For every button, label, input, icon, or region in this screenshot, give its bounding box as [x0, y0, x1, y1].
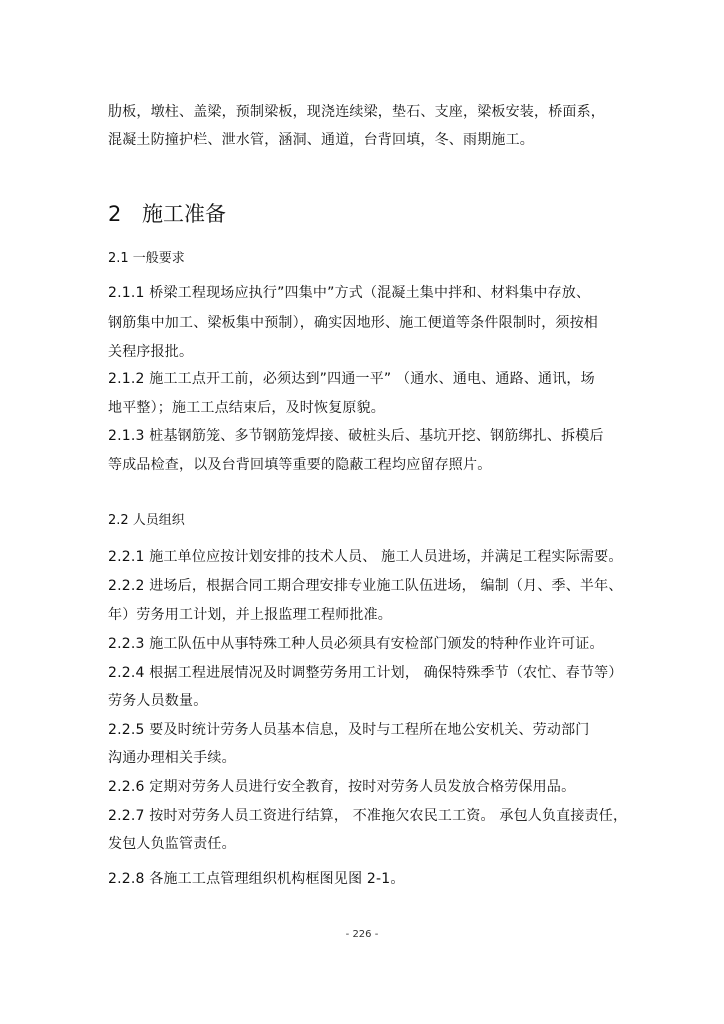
clause-2-2-line: 2.2.4 根据工程进展情况及时调整劳务用工计划， 确保特殊季节（农忙、春节等）	[108, 665, 623, 681]
clause-2-1-3-line-2: 等成品检查，以及台背回填等重要的隐蔽工程均应留存照片。	[108, 457, 492, 473]
clause-2-1-1-line-3: 关程序报批。	[108, 344, 194, 360]
clause-2-2-line: 2.2.3 施工队伍中从事特殊工种人员必须具有安检部门颁发的特种作业许可证。	[108, 636, 604, 652]
clause-2-1-2-line-2: 地平整）；施工工点结束后，及时恢复原貌。	[108, 400, 385, 416]
chapter-number: 2	[108, 202, 122, 226]
clause-2-2-line: 2.2.5 要及时统计劳务人员基本信息，及时与工程所在地公安机关、劳动部门	[108, 722, 590, 738]
clause-2-1-2-line-1: 2.1.2 施工工点开工前，必须达到”四通一平” （通水、通电、通路、通讯，场	[108, 371, 595, 387]
clause-2-2-line: 年）劳务用工计划，并上报监理工程师批准。	[108, 607, 392, 623]
clause-2-2-line: 2.2.6 定期对劳务人员进行安全教育，按时对劳务人员发放合格劳保用品。	[108, 779, 576, 795]
clause-2-2-line: 2.2.8 各施工工点管理组织机构框图见图 2-1。	[108, 871, 405, 887]
clause-2-2-line: 劳务人员数量。	[108, 693, 208, 709]
section-heading-2-1: 2.1 一般要求	[108, 251, 185, 266]
page-number: - 226 -	[345, 929, 379, 940]
clause-2-2-line: 2.2.1 施工单位应按计划安排的技术人员、 施工人员进场，并满足工程实际需要。	[108, 549, 623, 565]
intro-line-1: 肋板，墩柱、盖梁，预制梁板，现浇连续梁，垫石、支座，梁板安装，桥面系，	[108, 104, 605, 120]
clause-2-1-3-line-1: 2.1.3 桩基钢筋笼、多节钢筋笼焊接、破桩头后、基坑开挖、钢筋绑扎、拆模后	[108, 428, 604, 444]
clause-2-1-1-line-2: 钢筋集中加工、梁板集中预制），确实因地形、施工便道等条件限制时，须按相	[108, 315, 598, 331]
chapter-title: 施工准备	[142, 202, 226, 226]
clause-2-2-line: 2.2.7 按时对劳务人员工资进行结算， 不准拖欠农民工工资。 承包人负直接责任，	[108, 808, 628, 824]
section-heading-2-2: 2.2 人员组织	[108, 513, 185, 528]
clause-2-1-1-line-1: 2.1.1 桥梁工程现场应执行”四集中”方式（混凝土集中拌和、材料集中存放、	[108, 285, 591, 301]
clause-2-2-line: 沟通办理相关手续。	[108, 750, 236, 766]
intro-line-2: 混凝土防撞护栏、泄水管，涵洞、通道，台背回填，冬、雨期施工。	[108, 132, 534, 148]
chapter-heading	[108, 200, 226, 228]
clause-2-2-line: 2.2.2 进场后，根据合同工期合理安排专业施工队伍进场， 编制（月、季、半年、	[108, 578, 623, 594]
clause-2-2-line: 发包人负监管责任。	[108, 836, 236, 852]
